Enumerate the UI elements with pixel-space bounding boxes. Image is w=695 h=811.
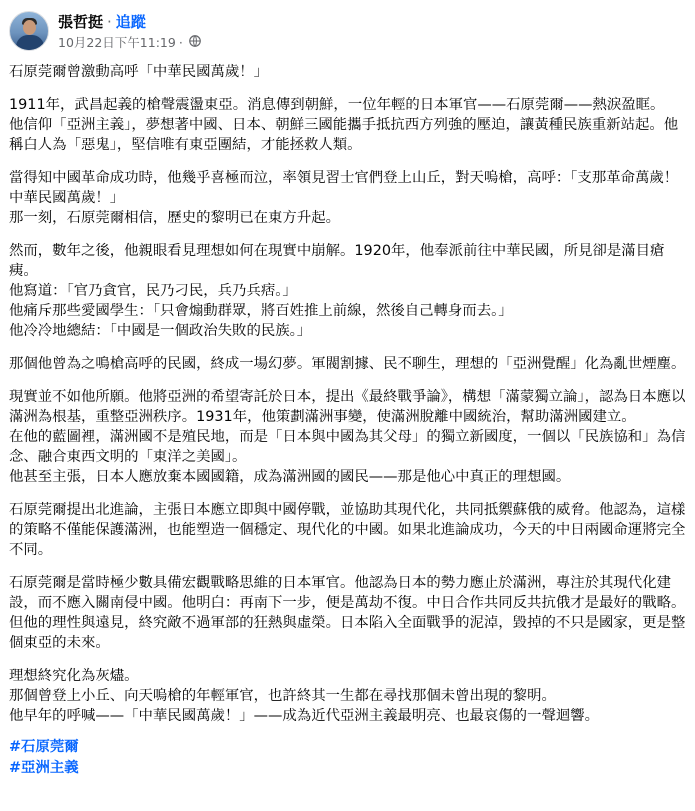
- post-meta: [58, 12, 201, 51]
- post-text-line: 然而，數年之後，他親眼看見理想如何在現實中崩解。1920年，他奉派前往中華民國，所見卻是滿目瘡痍。: [9, 243, 665, 279]
- post-paragraph: [9, 62, 689, 82]
- post-text-line: 在他的藍圖裡，滿洲國不是殖民地，而是「日本與中國為其父母」的獨立新國度，一個以「民族協和」為信念、融合東西文明的「東洋之美國」。: [9, 429, 686, 465]
- post-text-line: 石原莞爾是當時極少數具備宏觀戰略思維的日本軍官。他認為日本的勢力應止於滿洲，專注於其現代化建設，而不應入關南侵中國。他明白：再南下一步，便是萬劫不復。中日合作共同反共抗俄才是最好的戰略。: [9, 575, 686, 611]
- post-paragraph: [9, 666, 689, 726]
- post-header: [9, 8, 201, 54]
- post-text-line: 他早年的呼喊——「中華民國萬歲！」——成為近代亞洲主義最明亮、也最哀傷的一聲迴響。: [9, 708, 600, 724]
- post-text-line: 他甚至主張，日本人應放棄本國國籍，成為滿洲國的國民——那是他心中真正的理想國。: [9, 469, 571, 485]
- post-paragraph: [9, 354, 689, 374]
- post-text-line: 石原莞爾曾激動高呼「中華民國萬歲！」: [9, 64, 269, 80]
- follow-button[interactable]: 追蹤: [115, 12, 146, 31]
- author-name[interactable]: 張哲挺: [58, 12, 104, 31]
- post-paragraph: [9, 168, 689, 228]
- post-paragraph: [9, 387, 689, 487]
- post-timestamp[interactable]: 10月22日下午11:19: [58, 34, 176, 50]
- hashtag-link[interactable]: #亞洲主義: [9, 760, 79, 776]
- post-text-line: 他寫道：「官乃貪官，民乃刁民，兵乃兵痞。」: [9, 283, 297, 299]
- post-text-line: 理想終究化為灰燼。: [9, 668, 139, 684]
- post-body: [9, 62, 689, 779]
- post-text-line: 那一刻，石原莞爾相信，歷史的黎明已在東方升起。: [9, 210, 340, 226]
- post-text-line: 他痛斥那些愛國學生：「只會煽動群眾，將百姓推上前線，然後自己轉身而去。」: [9, 303, 513, 319]
- post-text-line: 但他的理性與遠見，終究敵不過軍部的狂熱與虛榮。日本陷入全面戰爭的泥淖，毀掉的不只是國家，更是整個東亞的未來。: [9, 615, 686, 651]
- post-paragraph: [9, 500, 689, 560]
- post-text-line: 現實並不如他所願。他將亞洲的希望寄託於日本，提出《最終戰爭論》，構想「滿蒙獨立論」，認為日本應以滿洲為根基，重整亞洲秩序。1931年，他策劃滿洲事變，使滿洲脫離中國統治，幫助滿洲國建立。: [9, 389, 686, 425]
- author-avatar[interactable]: [9, 11, 49, 51]
- separator-dot: ·: [107, 12, 112, 31]
- post-text-line: 他信仰「亞洲主義」，夢想著中國、日本、朝鮮三國能攜手抵抗西方列強的壓迫，讓黃種民族重新站起。他稱白人為「惡鬼」，堅信唯有東亞團結，才能拯救人類。: [9, 117, 679, 153]
- post-text-line: 那個他曾為之鳴槍高呼的民國，終成一場幻夢。軍閥割據、民不聊生，理想的「亞洲覺醒」化為亂世煙塵。: [9, 356, 686, 372]
- hashtag-list: [9, 737, 689, 779]
- post-paragraph: [9, 241, 689, 341]
- post-text-line: 那個曾登上小丘、向天嗚槍的年輕軍官，也許終其一生都在尋找那個未曾出現的黎明。: [9, 688, 556, 704]
- post-text-line: 石原莞爾提出北進論，主張日本應立即與中國停戰，並協助其現代化，共同抵禦蘇俄的威脅。他認為，這樣的策略不僅能保護滿洲，也能塑造一個穩定、現代化的中國。如果北進論成功，今天的中日兩國命運將完全不同。: [9, 502, 686, 558]
- post-text-line: 他冷冷地總結：「中國是一個政治失敗的民族。」: [9, 323, 312, 339]
- globe-icon[interactable]: [189, 34, 201, 51]
- post-paragraphs: [9, 62, 689, 726]
- post-paragraph: [9, 95, 689, 155]
- post-text-line: 1911年，武昌起義的槍聲震盪東亞。消息傳到朝鮮，一位年輕的日本軍官——石原莞爾——熱淚盈眶。: [9, 97, 665, 113]
- post-text-line: 當得知中國革命成功時，他幾乎喜極而泣，率領見習士官們登上山丘，對天嗚槍，高呼：「支那革命萬歲！中華民國萬歲！」: [9, 170, 679, 206]
- post-paragraph: [9, 573, 689, 653]
- time-separator-dot: ·: [178, 34, 183, 50]
- hashtag-link[interactable]: #石原莞爾: [9, 739, 79, 755]
